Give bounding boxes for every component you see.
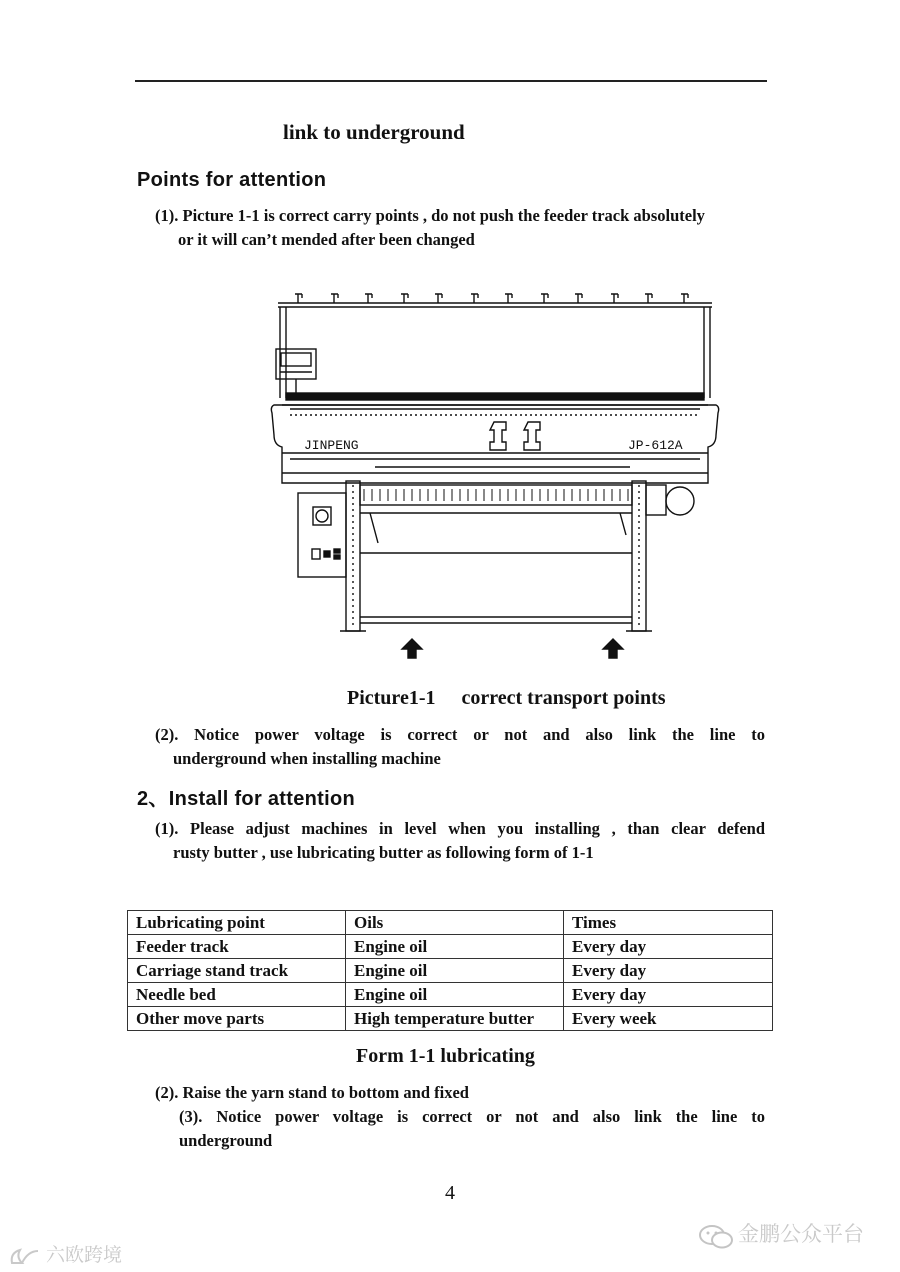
table-cell: Feeder track xyxy=(128,935,346,959)
knitting-machine-drawing xyxy=(260,285,730,670)
table-header-cell: Lubricating point xyxy=(128,911,346,935)
carriage-handles xyxy=(490,422,540,450)
section2-item3-line1: (3). Notice power voltage is correct or not and also link the line to xyxy=(179,1107,765,1126)
yarn-guides xyxy=(295,294,688,303)
table-cell: Every day xyxy=(564,983,773,1007)
electrical-box xyxy=(298,493,346,577)
section1-item1-line2: or it will can’t mended after been changed xyxy=(178,230,475,249)
table-row xyxy=(128,983,773,1007)
table-row xyxy=(128,959,773,983)
section1-item1-line1: (1). Picture 1-1 is correct carry points , do not push the feeder track absolutely xyxy=(155,206,705,225)
brand-label: JINPENG xyxy=(304,438,359,453)
table-header-row xyxy=(128,911,773,935)
table-row xyxy=(128,1007,773,1031)
header-title: link to underground xyxy=(283,120,465,144)
lubrication-table xyxy=(127,910,773,1031)
wechat-icon xyxy=(698,1224,734,1250)
section2-item2: (2). Raise the yarn stand to bottom and fixed xyxy=(155,1083,469,1102)
section2-item1 xyxy=(155,817,765,865)
watermark-right xyxy=(698,1218,864,1250)
section2-item1-line1: (1). Please adjust machines in level when you installing , than clear defend xyxy=(155,819,765,838)
figure-caption-text: correct transport points xyxy=(461,687,666,709)
table-cell: Engine oil xyxy=(346,983,564,1007)
arrow-up-left xyxy=(402,639,422,658)
table-header-cell: Oils xyxy=(346,911,564,935)
section2-item3-line2: underground xyxy=(179,1131,273,1150)
figure-caption xyxy=(347,687,666,710)
watermark-left xyxy=(8,1240,122,1269)
table-cell: Every day xyxy=(564,959,773,983)
control-panel xyxy=(276,349,316,397)
section1-item2 xyxy=(155,723,765,771)
table-cell: Carriage stand track xyxy=(128,959,346,983)
header-rule xyxy=(135,80,767,82)
table-row xyxy=(128,935,773,959)
model-label: JP-612A xyxy=(628,438,683,453)
watermark-left-logo-icon xyxy=(8,1245,42,1269)
table-cell: Every week xyxy=(564,1007,773,1031)
section1-item2-line2: underground when installing machine xyxy=(173,749,441,768)
table-cell: Needle bed xyxy=(128,983,346,1007)
arrow-up-right xyxy=(603,639,623,658)
table-header-cell: Times xyxy=(564,911,773,935)
section1-item2-line1: (2). Notice power voltage is correct or not and also link the line to xyxy=(155,725,765,744)
table-cell: Every day xyxy=(564,935,773,959)
motor xyxy=(646,485,694,515)
table-cell: Engine oil xyxy=(346,935,564,959)
table-cell: Engine oil xyxy=(346,959,564,983)
section1-item1 xyxy=(155,204,765,252)
section-title-install-attention: 2、Install for attention xyxy=(137,788,356,810)
figure-caption-number: Picture1-1 xyxy=(347,687,436,709)
section-title-points-attention: Points for attention xyxy=(137,169,327,191)
page-number: 4 xyxy=(445,1182,455,1204)
watermark-right-text: 金鹏公众平台 xyxy=(738,1222,864,1246)
table-cell: Other move parts xyxy=(128,1007,346,1031)
section2-item3 xyxy=(179,1105,765,1153)
section2-item1-line2: rusty butter , use lubricating butter as following form of 1-1 xyxy=(173,843,594,862)
watermark-left-text: 六欧跨境 xyxy=(46,1244,123,1266)
table-cell: High temperature butter xyxy=(346,1007,564,1031)
table-caption: Form 1-1 lubricating xyxy=(356,1045,535,1067)
